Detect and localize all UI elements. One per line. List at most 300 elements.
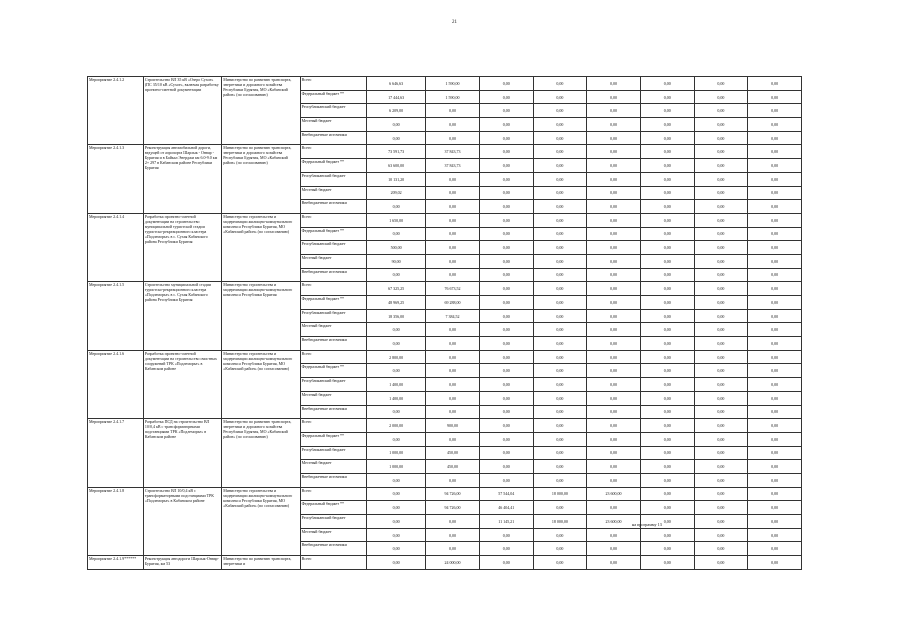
- funding-value: 0,00: [640, 487, 694, 501]
- measure-description: Строительство муниципальной стадии туристско-рекреационного кластера «Подлеморье» в с. Сухая Кабанского района Республики Бурятия: [143, 282, 221, 350]
- funding-value: 0,00: [533, 556, 587, 570]
- funding-value: 0,00: [587, 446, 641, 460]
- funding-value: 73 591,73: [367, 145, 426, 159]
- measure-executor: Министерство строительства и модернизации жилищно-коммунального комплекса Республики Бурятия: [222, 282, 300, 350]
- funding-value: 0,00: [479, 419, 533, 433]
- funding-value: 0,00: [640, 419, 694, 433]
- funding-value: 0,00: [748, 446, 802, 460]
- funding-value: 0,00: [533, 309, 587, 323]
- funding-value: 0,00: [748, 254, 802, 268]
- funding-value: 67 325,25: [367, 282, 426, 296]
- funding-value: 0,00: [748, 350, 802, 364]
- funding-value: 0,00: [479, 296, 533, 310]
- funding-value: 0,00: [640, 104, 694, 118]
- funding-value: 0,00: [367, 556, 426, 570]
- funding-value: 0,00: [640, 391, 694, 405]
- funding-value: 0,00: [748, 186, 802, 200]
- funding-value: 0,00: [640, 337, 694, 351]
- funding-source: Внебюджетные источники: [300, 542, 367, 556]
- funding-value: 0,00: [587, 419, 641, 433]
- measure-id: Мероприятие 2.4.1.6: [88, 350, 144, 418]
- funding-value: 0,00: [694, 446, 748, 460]
- funding-value: 0,00: [694, 337, 748, 351]
- funding-value: 0,00: [587, 473, 641, 487]
- funding-value: 0,00: [426, 378, 480, 392]
- funding-value: 0,00: [426, 473, 480, 487]
- funding-value: 0,00: [587, 241, 641, 255]
- funding-value: 0,00: [533, 104, 587, 118]
- table-row: [88, 213, 802, 227]
- funding-source: Внебюджетные источники: [300, 337, 367, 351]
- funding-value: 0,00: [533, 254, 587, 268]
- funding-value: 0,00: [479, 227, 533, 241]
- funding-value: 0,00: [533, 118, 587, 132]
- funding-value: 0,00: [533, 159, 587, 173]
- funding-value: 0,00: [479, 378, 533, 392]
- funding-value: 0,00: [479, 172, 533, 186]
- funding-value: 0,00: [479, 556, 533, 570]
- funding-value: 57 544,04: [479, 487, 533, 501]
- funding-value: 0,00: [587, 460, 641, 474]
- funding-value: 0,00: [640, 159, 694, 173]
- funding-value: 0,00: [748, 268, 802, 282]
- funding-value: 0,00: [367, 542, 426, 556]
- funding-value: 0,00: [748, 487, 802, 501]
- funding-value: 0,00: [640, 556, 694, 570]
- funding-value: 0,00: [640, 542, 694, 556]
- measure-executor: Министерство по развитию транспорта, энергетики и: [222, 556, 300, 570]
- funding-value: 0,00: [587, 323, 641, 337]
- funding-value: 0,00: [533, 378, 587, 392]
- funding-value: 0,00: [533, 364, 587, 378]
- funding-value: 2 800,00: [367, 350, 426, 364]
- funding-source: Местный бюджет: [300, 118, 367, 132]
- funding-value: 0,00: [748, 501, 802, 515]
- funding-value: 0,00: [479, 186, 533, 200]
- funding-source: Федеральный бюджет **: [300, 501, 367, 515]
- funding-value: 0,00: [694, 515, 748, 529]
- funding-value: 0,00: [533, 131, 587, 145]
- funding-value: 0,00: [587, 391, 641, 405]
- funding-value: 0,00: [479, 542, 533, 556]
- funding-value: 90,00: [367, 254, 426, 268]
- funding-value: 0,00: [587, 432, 641, 446]
- funding-value: 0,00: [587, 131, 641, 145]
- funding-value: 0,00: [694, 309, 748, 323]
- funding-source: Всего: [300, 350, 367, 364]
- funding-value: 0,00: [533, 460, 587, 474]
- funding-value: 0,00: [640, 186, 694, 200]
- funding-value: 0,00: [587, 213, 641, 227]
- funding-value: 0,00: [748, 241, 802, 255]
- funding-value: 0,00: [694, 487, 748, 501]
- funding-value: 0,00: [748, 118, 802, 132]
- funding-value: 0,00: [694, 186, 748, 200]
- funding-value: 63 600,00: [367, 159, 426, 173]
- funding-value: 0,00: [533, 542, 587, 556]
- funding-value: 0,00: [587, 364, 641, 378]
- funding-value: 0,00: [367, 268, 426, 282]
- funding-source: Федеральный бюджет **: [300, 159, 367, 173]
- funding-value: 18 356,00: [367, 309, 426, 323]
- funding-value: 0,00: [694, 460, 748, 474]
- funding-value: 10 131,20: [367, 172, 426, 186]
- funding-value: 0,00: [426, 268, 480, 282]
- funding-value: 0,00: [694, 473, 748, 487]
- funding-value: 0,00: [640, 213, 694, 227]
- funding-value: 0,00: [748, 227, 802, 241]
- funding-value: 6 209,00: [367, 104, 426, 118]
- funding-value: 0,00: [479, 473, 533, 487]
- table-row: [88, 282, 802, 296]
- funding-value: 0,00: [748, 432, 802, 446]
- funding-value: 0,00: [694, 323, 748, 337]
- funding-value: 0,00: [587, 405, 641, 419]
- funding-source: Республиканский бюджет: [300, 446, 367, 460]
- funding-value: 0,00: [426, 172, 480, 186]
- funding-value: 0,00: [640, 501, 694, 515]
- table-row: [88, 419, 802, 433]
- funding-source: Местный бюджет: [300, 254, 367, 268]
- funding-value: 450,00: [426, 460, 480, 474]
- funding-value: 0,00: [587, 542, 641, 556]
- funding-value: 0,00: [587, 556, 641, 570]
- funding-value: 0,00: [587, 378, 641, 392]
- funding-value: 1 590,00: [426, 77, 480, 91]
- funding-source: Республиканский бюджет: [300, 241, 367, 255]
- funding-value: 0,00: [587, 528, 641, 542]
- funding-value: 0,00: [694, 350, 748, 364]
- funding-value: 0,00: [533, 172, 587, 186]
- funding-value: 209,02: [367, 186, 426, 200]
- funding-source: Внебюджетные источники: [300, 473, 367, 487]
- funding-value: 0,00: [748, 556, 802, 570]
- table-row: [88, 487, 802, 501]
- funding-value: 0,00: [748, 337, 802, 351]
- funding-value: 23 600,00: [587, 515, 641, 529]
- funding-source: Республиканский бюджет: [300, 309, 367, 323]
- funding-value: 0,00: [479, 145, 533, 159]
- funding-value: 0,00: [748, 323, 802, 337]
- funding-value: 0,00: [748, 213, 802, 227]
- funding-value: 69 288,00: [426, 296, 480, 310]
- funding-value: 0,00: [748, 542, 802, 556]
- funding-value: 0,00: [694, 131, 748, 145]
- funding-value: 0,00: [640, 241, 694, 255]
- funding-value: 0,00: [640, 145, 694, 159]
- funding-value: 0,00: [748, 364, 802, 378]
- funding-value: 0,00: [479, 460, 533, 474]
- funding-value: 0,00: [587, 268, 641, 282]
- budget-table: [87, 76, 802, 570]
- funding-source: Всего: [300, 556, 367, 570]
- funding-value: 0,00: [694, 419, 748, 433]
- funding-value: 0,00: [587, 118, 641, 132]
- funding-value: 0,00: [426, 528, 480, 542]
- funding-value: 0,00: [640, 131, 694, 145]
- funding-source: Федеральный бюджет **: [300, 364, 367, 378]
- funding-value: 1 400,00: [367, 391, 426, 405]
- funding-value: 37 843,73: [426, 145, 480, 159]
- funding-value: 0,00: [694, 542, 748, 556]
- funding-source: Республиканский бюджет: [300, 378, 367, 392]
- funding-value: 0,00: [479, 213, 533, 227]
- funding-value: 0,00: [640, 528, 694, 542]
- funding-value: 94 726,00: [426, 487, 480, 501]
- funding-value: 0,00: [694, 501, 748, 515]
- funding-value: 500,00: [367, 241, 426, 255]
- funding-value: 0,00: [640, 296, 694, 310]
- funding-value: 0,00: [479, 337, 533, 351]
- funding-value: 0,00: [587, 296, 641, 310]
- funding-value: 0,00: [640, 515, 694, 529]
- side-note: на программу 13: [632, 522, 662, 527]
- funding-value: 0,00: [640, 200, 694, 214]
- funding-value: 0,00: [426, 104, 480, 118]
- funding-value: 0,00: [479, 432, 533, 446]
- funding-value: 0,00: [748, 104, 802, 118]
- funding-value: 0,00: [640, 254, 694, 268]
- funding-source: Всего: [300, 213, 367, 227]
- funding-value: 0,00: [640, 364, 694, 378]
- funding-value: 0,00: [479, 309, 533, 323]
- funding-value: 0,00: [479, 268, 533, 282]
- funding-value: 450,00: [426, 446, 480, 460]
- funding-value: 0,00: [426, 186, 480, 200]
- funding-value: 0,00: [479, 446, 533, 460]
- funding-value: 0,00: [640, 432, 694, 446]
- funding-value: 24 000,00: [426, 556, 480, 570]
- funding-value: 0,00: [748, 131, 802, 145]
- funding-value: 0,00: [426, 542, 480, 556]
- funding-value: 0,00: [533, 227, 587, 241]
- funding-value: 0,00: [533, 323, 587, 337]
- funding-value: 0,00: [694, 90, 748, 104]
- funding-value: 0,00: [748, 282, 802, 296]
- funding-value: 0,00: [479, 282, 533, 296]
- funding-value: 0,00: [367, 432, 426, 446]
- funding-value: 0,00: [748, 296, 802, 310]
- funding-value: 0,00: [367, 501, 426, 515]
- funding-value: 0,00: [748, 528, 802, 542]
- funding-value: 0,00: [694, 296, 748, 310]
- funding-value: 0,00: [587, 186, 641, 200]
- measure-description: Строительство ВЛ 35 кВ «Озеро Сухое» (ПС 35/10 кВ «Сухое», включая разработку проектно-сметной документации: [143, 77, 221, 145]
- funding-value: 0,00: [640, 118, 694, 132]
- funding-value: 0,00: [694, 118, 748, 132]
- funding-value: 0,00: [367, 227, 426, 241]
- funding-source: Всего: [300, 487, 367, 501]
- funding-source: Республиканский бюджет: [300, 172, 367, 186]
- funding-value: 0,00: [367, 118, 426, 132]
- funding-value: 0,00: [640, 227, 694, 241]
- funding-value: 0,00: [694, 432, 748, 446]
- funding-value: 0,00: [479, 200, 533, 214]
- measure-executor: Министерство по развитию транспорта, энергетики и дорожного хозяйства Республики Бурятия, МО «Кабанский район» (по согласованию): [222, 419, 300, 487]
- measure-description: Разработка проектно-сметной документации на строительство очистных сооружений ТРК «Подлеморье» в Кабанском районе: [143, 350, 221, 418]
- measure-description: Строительство ВЛ 10/0,4 кВ с трансформаторными подстанциями ТРК «Подлеморье» в Кабанском районе: [143, 487, 221, 555]
- funding-value: 0,00: [533, 241, 587, 255]
- measure-id: Мероприятие 2.4.1.7: [88, 419, 144, 487]
- measure-executor: Министерство строительства и модернизации жилищно-коммунального комплекса Республики Бурятия, МО «Кабанский район» (по согласованию): [222, 213, 300, 281]
- funding-value: 0,00: [479, 241, 533, 255]
- measure-id: Мероприятие 2.4.1.3: [88, 145, 144, 213]
- funding-value: 0,00: [533, 501, 587, 515]
- measure-id: Мероприятие 2.4.1.4: [88, 213, 144, 281]
- table-row: [88, 145, 802, 159]
- funding-value: 0,00: [694, 241, 748, 255]
- funding-source: Всего: [300, 419, 367, 433]
- funding-value: 0,00: [640, 378, 694, 392]
- funding-value: 0,00: [426, 405, 480, 419]
- funding-value: 94 726,00: [426, 501, 480, 515]
- funding-value: 0,00: [479, 104, 533, 118]
- funding-value: 0,00: [426, 254, 480, 268]
- funding-value: 0,00: [587, 227, 641, 241]
- funding-value: 0,00: [748, 473, 802, 487]
- funding-value: 0,00: [587, 254, 641, 268]
- funding-value: 0,00: [367, 200, 426, 214]
- funding-value: 1 400,00: [367, 378, 426, 392]
- funding-source: Внебюджетные источники: [300, 200, 367, 214]
- funding-source: Местный бюджет: [300, 323, 367, 337]
- funding-value: 0,00: [640, 309, 694, 323]
- funding-value: 0,00: [587, 90, 641, 104]
- funding-value: 0,00: [694, 268, 748, 282]
- funding-value: 0,00: [640, 77, 694, 91]
- funding-value: 46 404,41: [479, 501, 533, 515]
- page-number: 21: [452, 20, 457, 25]
- funding-value: 0,00: [533, 432, 587, 446]
- funding-source: Всего: [300, 145, 367, 159]
- funding-value: 0,00: [426, 131, 480, 145]
- funding-source: Местный бюджет: [300, 186, 367, 200]
- funding-value: 0,00: [694, 200, 748, 214]
- funding-value: 17 444,63: [367, 90, 426, 104]
- funding-value: 0,00: [748, 405, 802, 419]
- funding-value: 0,00: [748, 90, 802, 104]
- funding-value: 0,00: [748, 391, 802, 405]
- funding-value: 1 000,00: [367, 446, 426, 460]
- funding-value: 0,00: [694, 364, 748, 378]
- funding-value: 0,00: [479, 391, 533, 405]
- funding-value: 0,00: [587, 200, 641, 214]
- funding-value: 0,00: [533, 337, 587, 351]
- funding-value: 0,00: [748, 77, 802, 91]
- funding-source: Внебюджетные источники: [300, 131, 367, 145]
- funding-value: 0,00: [748, 515, 802, 529]
- funding-value: 0,00: [533, 268, 587, 282]
- funding-value: 0,00: [587, 77, 641, 91]
- funding-value: 0,00: [587, 282, 641, 296]
- funding-value: 0,00: [479, 405, 533, 419]
- funding-value: 0,00: [367, 487, 426, 501]
- funding-value: 2 000,00: [367, 419, 426, 433]
- funding-value: 0,00: [426, 241, 480, 255]
- funding-value: 0,00: [694, 556, 748, 570]
- funding-value: 0,00: [533, 473, 587, 487]
- funding-value: 0,00: [694, 172, 748, 186]
- funding-value: 0,00: [694, 405, 748, 419]
- funding-value: 0,00: [479, 350, 533, 364]
- funding-value: 0,00: [694, 145, 748, 159]
- funding-value: 0,00: [367, 131, 426, 145]
- funding-value: 0,00: [640, 268, 694, 282]
- funding-value: 0,00: [533, 200, 587, 214]
- funding-value: 0,00: [426, 432, 480, 446]
- funding-value: 0,00: [694, 227, 748, 241]
- funding-value: 0,00: [367, 337, 426, 351]
- funding-value: 0,00: [533, 446, 587, 460]
- funding-value: 0,00: [694, 159, 748, 173]
- funding-value: 1 650,00: [367, 213, 426, 227]
- funding-value: 1 590,00: [426, 90, 480, 104]
- funding-value: 0,00: [748, 378, 802, 392]
- funding-source: Федеральный бюджет **: [300, 227, 367, 241]
- funding-value: 0,00: [426, 350, 480, 364]
- funding-value: 0,00: [479, 323, 533, 337]
- funding-source: Республиканский бюджет: [300, 104, 367, 118]
- funding-value: 0,00: [533, 213, 587, 227]
- funding-value: 0,00: [426, 323, 480, 337]
- measure-id: Мероприятие 2.4.1.2: [88, 77, 144, 145]
- funding-value: 0,00: [533, 528, 587, 542]
- funding-value: 0,00: [640, 282, 694, 296]
- funding-value: 0,00: [587, 104, 641, 118]
- funding-source: Всего: [300, 77, 367, 91]
- funding-value: 0,00: [587, 172, 641, 186]
- measure-description: Разработка проектно-сметной документации на строительство муниципальной туристской стадии туристско-рекреационного кластера «Подлеморье» в с. Сухая Кабанского района Республики Бурятия: [143, 213, 221, 281]
- funding-value: 6 646,63: [367, 77, 426, 91]
- funding-value: 48 969,25: [367, 296, 426, 310]
- funding-value: 0,00: [640, 446, 694, 460]
- measure-executor: Министерство по развитию транспорта, энергетики и дорожного хозяйства Республики Бурятия, МО «Кабанский район» (по согласованию): [222, 145, 300, 213]
- funding-value: 0,00: [533, 350, 587, 364]
- funding-value: 0,00: [587, 501, 641, 515]
- funding-source: Местный бюджет: [300, 528, 367, 542]
- funding-source: Местный бюджет: [300, 391, 367, 405]
- funding-value: 0,00: [426, 364, 480, 378]
- funding-value: 0,00: [479, 254, 533, 268]
- funding-value: 0,00: [533, 391, 587, 405]
- funding-value: 0,00: [640, 350, 694, 364]
- funding-value: 0,00: [367, 323, 426, 337]
- funding-value: 1 000,00: [367, 460, 426, 474]
- funding-source: Федеральный бюджет **: [300, 296, 367, 310]
- funding-value: 0,00: [533, 145, 587, 159]
- measure-description: Реконструкция автодороги Шарлык-Онвар-Бурятия, км 53: [143, 556, 221, 570]
- funding-value: 0,00: [587, 337, 641, 351]
- funding-value: 0,00: [640, 90, 694, 104]
- table-row: [88, 77, 802, 91]
- funding-value: 0,00: [533, 77, 587, 91]
- measure-id: Мероприятие 2.4.1.5: [88, 282, 144, 350]
- funding-value: 0,00: [533, 405, 587, 419]
- funding-value: 0,00: [479, 131, 533, 145]
- funding-value: 0,00: [748, 309, 802, 323]
- funding-value: 0,00: [694, 254, 748, 268]
- funding-value: 76 673,52: [426, 282, 480, 296]
- funding-source: Федеральный бюджет **: [300, 90, 367, 104]
- funding-value: 0,00: [426, 118, 480, 132]
- table-row: [88, 350, 802, 364]
- measure-id: Мероприятие 2.4.1.8: [88, 487, 144, 555]
- funding-value: 0,00: [426, 337, 480, 351]
- funding-value: 0,00: [426, 391, 480, 405]
- funding-value: 0,00: [748, 145, 802, 159]
- funding-value: 18 000,00: [533, 515, 587, 529]
- funding-value: 0,00: [694, 213, 748, 227]
